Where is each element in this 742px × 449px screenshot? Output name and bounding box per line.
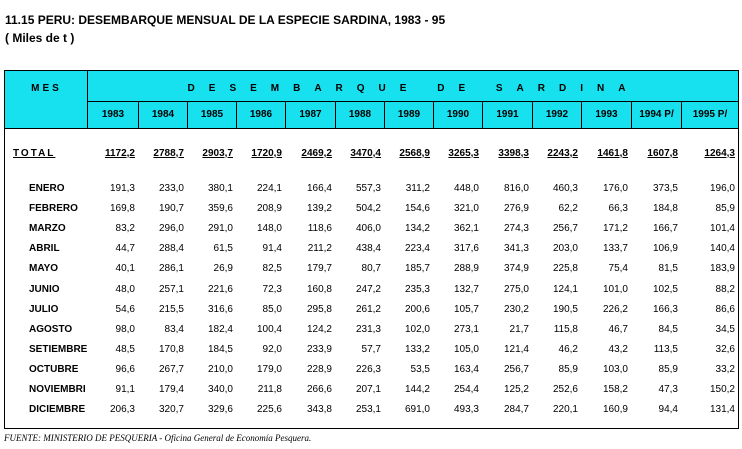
value-cell: 182,4 [207, 323, 233, 335]
row-label: MAYO [29, 263, 59, 275]
value-cell: 267,7 [158, 363, 184, 375]
value-cell: 256,7 [552, 223, 578, 235]
row-label: SETIEMBRE [29, 343, 88, 355]
value-cell: 183,9 [709, 263, 735, 275]
value-cell: 247,2 [355, 283, 381, 295]
value-cell: 46,2 [558, 343, 578, 355]
value-cell: 44,7 [115, 243, 135, 255]
year-header-11: 1993 [581, 102, 631, 128]
value-cell: 253,1 [355, 404, 381, 416]
value-cell: 235,3 [404, 283, 430, 295]
value-cell: 57,7 [361, 343, 381, 355]
value-cell: 121,4 [503, 343, 529, 355]
year-header-5: 1987 [285, 102, 335, 128]
value-cell: 203,0 [552, 243, 578, 255]
value-cell: 231,3 [355, 323, 381, 335]
year-header-10: 1992 [532, 102, 581, 128]
value-cell: 266,6 [306, 384, 332, 395]
value-cell: 139,2 [306, 203, 332, 215]
row-label: JUNIO [29, 283, 60, 295]
value-cell: 80,7 [361, 263, 381, 275]
value-cell: 43,2 [608, 343, 628, 355]
value-cell: 362,1 [453, 223, 479, 235]
value-cell: 179,7 [306, 263, 332, 275]
value-cell: 106,9 [652, 243, 678, 255]
value-cell: 190,5 [552, 303, 578, 315]
value-cell: 200,6 [404, 303, 430, 315]
value-cell: 46,7 [608, 323, 628, 335]
row-label: TOTAL [13, 148, 56, 159]
value-cell: 154,6 [404, 203, 430, 215]
year-header-3: 1985 [187, 102, 236, 128]
value-cell: 86,6 [715, 303, 735, 315]
value-cell: 340,0 [207, 384, 233, 395]
table-row [5, 304, 738, 324]
value-cell: 211,8 [257, 384, 282, 395]
year-header-4: 1986 [236, 102, 285, 128]
row-label: MARZO [29, 223, 66, 235]
value-cell: 132,7 [453, 283, 479, 295]
value-cell: 288,4 [158, 243, 184, 255]
value-cell: 228,9 [306, 363, 332, 375]
value-cell: 85,9 [558, 363, 578, 375]
value-cell: 208,9 [256, 203, 282, 215]
value-cell: 1172,2 [104, 148, 135, 159]
value-cell: 1461,8 [597, 148, 628, 159]
value-cell: 144,2 [404, 384, 430, 395]
value-cell: 91,1 [115, 384, 135, 395]
value-cell: 2243,2 [547, 148, 578, 159]
row-label: JULIO [29, 303, 59, 315]
value-cell: 88,2 [715, 283, 735, 295]
value-cell: 100,4 [256, 323, 282, 335]
value-cell: 85,9 [658, 363, 678, 375]
row-label: ENERO [29, 183, 65, 194]
value-cell: 321,0 [453, 203, 479, 215]
value-cell: 124,1 [552, 283, 578, 295]
value-cell: 75,4 [608, 263, 628, 275]
value-cell: 256,7 [503, 363, 529, 375]
value-cell: 2788,7 [153, 148, 184, 159]
year-header-7: 1989 [384, 102, 433, 128]
value-cell: 125,2 [503, 384, 529, 395]
value-cell: 221,6 [207, 283, 233, 295]
value-cell: 103,0 [602, 363, 628, 375]
year-header-9: 1991 [482, 102, 532, 128]
value-cell: 166,7 [652, 223, 678, 235]
value-cell: 406,0 [355, 223, 381, 235]
table-row [5, 223, 738, 243]
value-cell: 62,2 [558, 203, 578, 215]
value-cell: 105,0 [453, 343, 479, 355]
value-cell: 169,8 [109, 203, 135, 215]
value-cell: 160,9 [602, 404, 628, 416]
row-label: FEBRERO [29, 203, 78, 215]
value-cell: 92,0 [262, 343, 282, 355]
value-cell: 230,2 [503, 303, 529, 315]
page-subtitle: ( Miles de t ) [5, 31, 75, 45]
source-footnote: FUENTE: MINISTERIO DE PESQUERIA - Oficina General de Economía Pesquera. [4, 433, 312, 443]
table-row [5, 364, 738, 384]
value-cell: 224,1 [256, 183, 282, 194]
value-cell: 3470,4 [350, 148, 381, 159]
value-cell: 184,8 [652, 203, 678, 215]
value-cell: 284,7 [503, 404, 529, 416]
value-cell: 124,2 [306, 323, 332, 335]
value-cell: 207,1 [355, 384, 381, 395]
value-cell: 2469,2 [301, 148, 332, 159]
value-cell: 40,1 [115, 263, 135, 275]
value-cell: 96,6 [115, 363, 135, 375]
value-cell: 48,0 [115, 283, 135, 295]
value-cell: 226,3 [355, 363, 381, 375]
value-cell: 261,2 [355, 303, 381, 315]
value-cell: 72,3 [262, 283, 282, 295]
value-cell: 311,2 [405, 183, 430, 194]
value-cell: 557,3 [355, 183, 381, 194]
year-header-12: 1994 P/ [631, 102, 681, 128]
value-cell: 185,7 [404, 263, 430, 275]
value-cell: 26,9 [213, 263, 233, 275]
value-cell: 101,0 [602, 283, 628, 295]
value-cell: 2568,9 [399, 148, 430, 159]
value-cell: 105,7 [453, 303, 479, 315]
value-cell: 460,3 [552, 183, 578, 194]
table-row [5, 183, 738, 203]
value-cell: 47,3 [658, 384, 678, 395]
value-cell: 66,3 [608, 203, 628, 215]
year-header-2: 1984 [138, 102, 187, 128]
value-cell: 102,0 [404, 323, 430, 335]
value-cell: 359,6 [207, 203, 233, 215]
value-cell: 179,4 [158, 384, 184, 395]
value-cell: 3398,3 [498, 148, 529, 159]
value-cell: 233,0 [158, 183, 184, 194]
table-row [5, 384, 738, 404]
value-cell: 206,3 [109, 404, 135, 416]
value-cell: 373,5 [652, 183, 678, 194]
row-label: NOVIEMBRI [29, 384, 86, 395]
row-label: ABRIL [29, 243, 60, 255]
value-cell: 32,6 [715, 343, 735, 355]
value-cell: 83,4 [164, 323, 184, 335]
data-table [4, 70, 739, 429]
year-header-13: 1995 P/ [681, 102, 738, 128]
table-row [5, 243, 738, 263]
value-cell: 83,2 [115, 223, 135, 235]
total-row [5, 148, 738, 168]
value-cell: 275,0 [503, 283, 529, 295]
value-cell: 273,1 [453, 323, 479, 335]
value-cell: 85,0 [262, 303, 282, 315]
value-cell: 166,4 [306, 183, 332, 194]
value-cell: 374,9 [503, 263, 529, 275]
value-cell: 288,9 [453, 263, 479, 275]
value-cell: 61,5 [213, 243, 233, 255]
value-cell: 196,0 [709, 183, 735, 194]
value-cell: 276,9 [503, 203, 529, 215]
value-cell: 84,5 [658, 323, 678, 335]
value-cell: 176,0 [602, 183, 628, 194]
value-cell: 286,1 [158, 263, 184, 275]
value-cell: 233,9 [306, 343, 332, 355]
value-cell: 118,6 [307, 223, 332, 235]
value-cell: 94,4 [658, 404, 678, 416]
value-cell: 53,5 [410, 363, 430, 375]
table-header [5, 71, 738, 129]
value-cell: 150,2 [709, 384, 735, 395]
value-cell: 190,7 [158, 203, 184, 215]
value-cell: 291,0 [207, 223, 233, 235]
value-cell: 274,3 [503, 223, 529, 235]
row-label: OCTUBRE [29, 363, 79, 375]
value-cell: 1607,8 [647, 148, 678, 159]
value-cell: 225,6 [256, 404, 282, 416]
value-cell: 3265,3 [448, 148, 479, 159]
year-header-row [88, 101, 738, 128]
value-cell: 329,6 [207, 404, 233, 416]
mes-header-cell [5, 71, 88, 128]
value-cell: 1720,9 [251, 148, 282, 159]
value-cell: 254,4 [453, 384, 479, 395]
value-cell: 148,0 [256, 223, 282, 235]
value-cell: 184,5 [207, 343, 233, 355]
value-cell: 170,8 [158, 343, 184, 355]
table-row [5, 404, 738, 424]
value-cell: 257,1 [158, 283, 184, 295]
value-cell: 133,7 [602, 243, 628, 255]
value-cell: 317,6 [453, 243, 479, 255]
table-row [5, 203, 738, 223]
value-cell: 226,2 [602, 303, 628, 315]
value-cell: 91,4 [262, 243, 282, 255]
value-cell: 166,3 [652, 303, 678, 315]
value-cell: 211,2 [307, 243, 332, 255]
value-cell: 85,9 [715, 203, 735, 215]
year-header-6: 1988 [335, 102, 384, 128]
value-cell: 341,3 [503, 243, 529, 255]
row-label: AGOSTO [29, 323, 73, 335]
value-cell: 98,0 [115, 323, 135, 335]
value-cell: 448,0 [453, 183, 479, 194]
value-cell: 81,5 [658, 263, 678, 275]
value-cell: 225,8 [552, 263, 578, 275]
value-cell: 82,5 [262, 263, 282, 275]
value-cell: 171,2 [602, 223, 628, 235]
value-cell: 380,1 [207, 183, 233, 194]
value-cell: 34,5 [715, 323, 735, 335]
value-cell: 54,6 [115, 303, 135, 315]
value-cell: 320,7 [158, 404, 184, 416]
year-header-1: 1983 [101, 109, 125, 120]
value-cell: 223,4 [404, 243, 430, 255]
value-cell: 48,5 [115, 343, 135, 355]
value-cell: 316,6 [207, 303, 233, 315]
value-cell: 295,8 [306, 303, 332, 315]
value-cell: 343,8 [306, 404, 332, 416]
value-cell: 220,1 [552, 404, 578, 416]
value-cell: 504,2 [355, 203, 381, 215]
value-cell: 215,5 [158, 303, 184, 315]
value-cell: 101,4 [709, 223, 735, 235]
table-row [5, 324, 738, 344]
value-cell: 816,0 [503, 183, 529, 194]
value-cell: 691,0 [404, 404, 430, 416]
value-cell: 158,2 [602, 384, 628, 395]
value-cell: 179,0 [256, 363, 282, 375]
value-cell: 160,8 [306, 283, 332, 295]
value-cell: 140,4 [709, 243, 735, 255]
table-row [5, 263, 738, 283]
value-cell: 191,3 [109, 183, 135, 194]
value-cell: 133,2 [404, 343, 430, 355]
table-row [5, 344, 738, 364]
value-cell: 163,4 [453, 363, 479, 375]
mes-header: MES [31, 83, 62, 94]
page-title: 11.15 PERU: DESEMBARQUE MENSUAL DE LA ESPECIE SARDINA, 1983 - 95 [5, 13, 446, 27]
value-cell: 102,5 [652, 283, 678, 295]
value-cell: 115,8 [553, 323, 578, 335]
value-cell: 134,2 [404, 223, 430, 235]
year-header-8: 1990 [433, 102, 482, 128]
desembarque-header: DESEMBARQUE DE SARDINA [187, 83, 640, 94]
value-cell: 2903,7 [202, 148, 233, 159]
value-cell: 210,0 [207, 363, 233, 375]
value-cell: 21,7 [509, 323, 529, 335]
value-cell: 131,4 [709, 404, 735, 416]
value-cell: 1264,3 [704, 148, 735, 159]
value-cell: 438,4 [355, 243, 381, 255]
table-row [5, 284, 738, 304]
value-cell: 493,3 [453, 404, 479, 416]
value-cell: 33,2 [715, 363, 735, 375]
value-cell: 296,0 [158, 223, 184, 235]
value-cell: 113,5 [653, 343, 678, 355]
row-label: DICIEMBRE [29, 404, 86, 416]
value-cell: 252,6 [552, 384, 578, 395]
